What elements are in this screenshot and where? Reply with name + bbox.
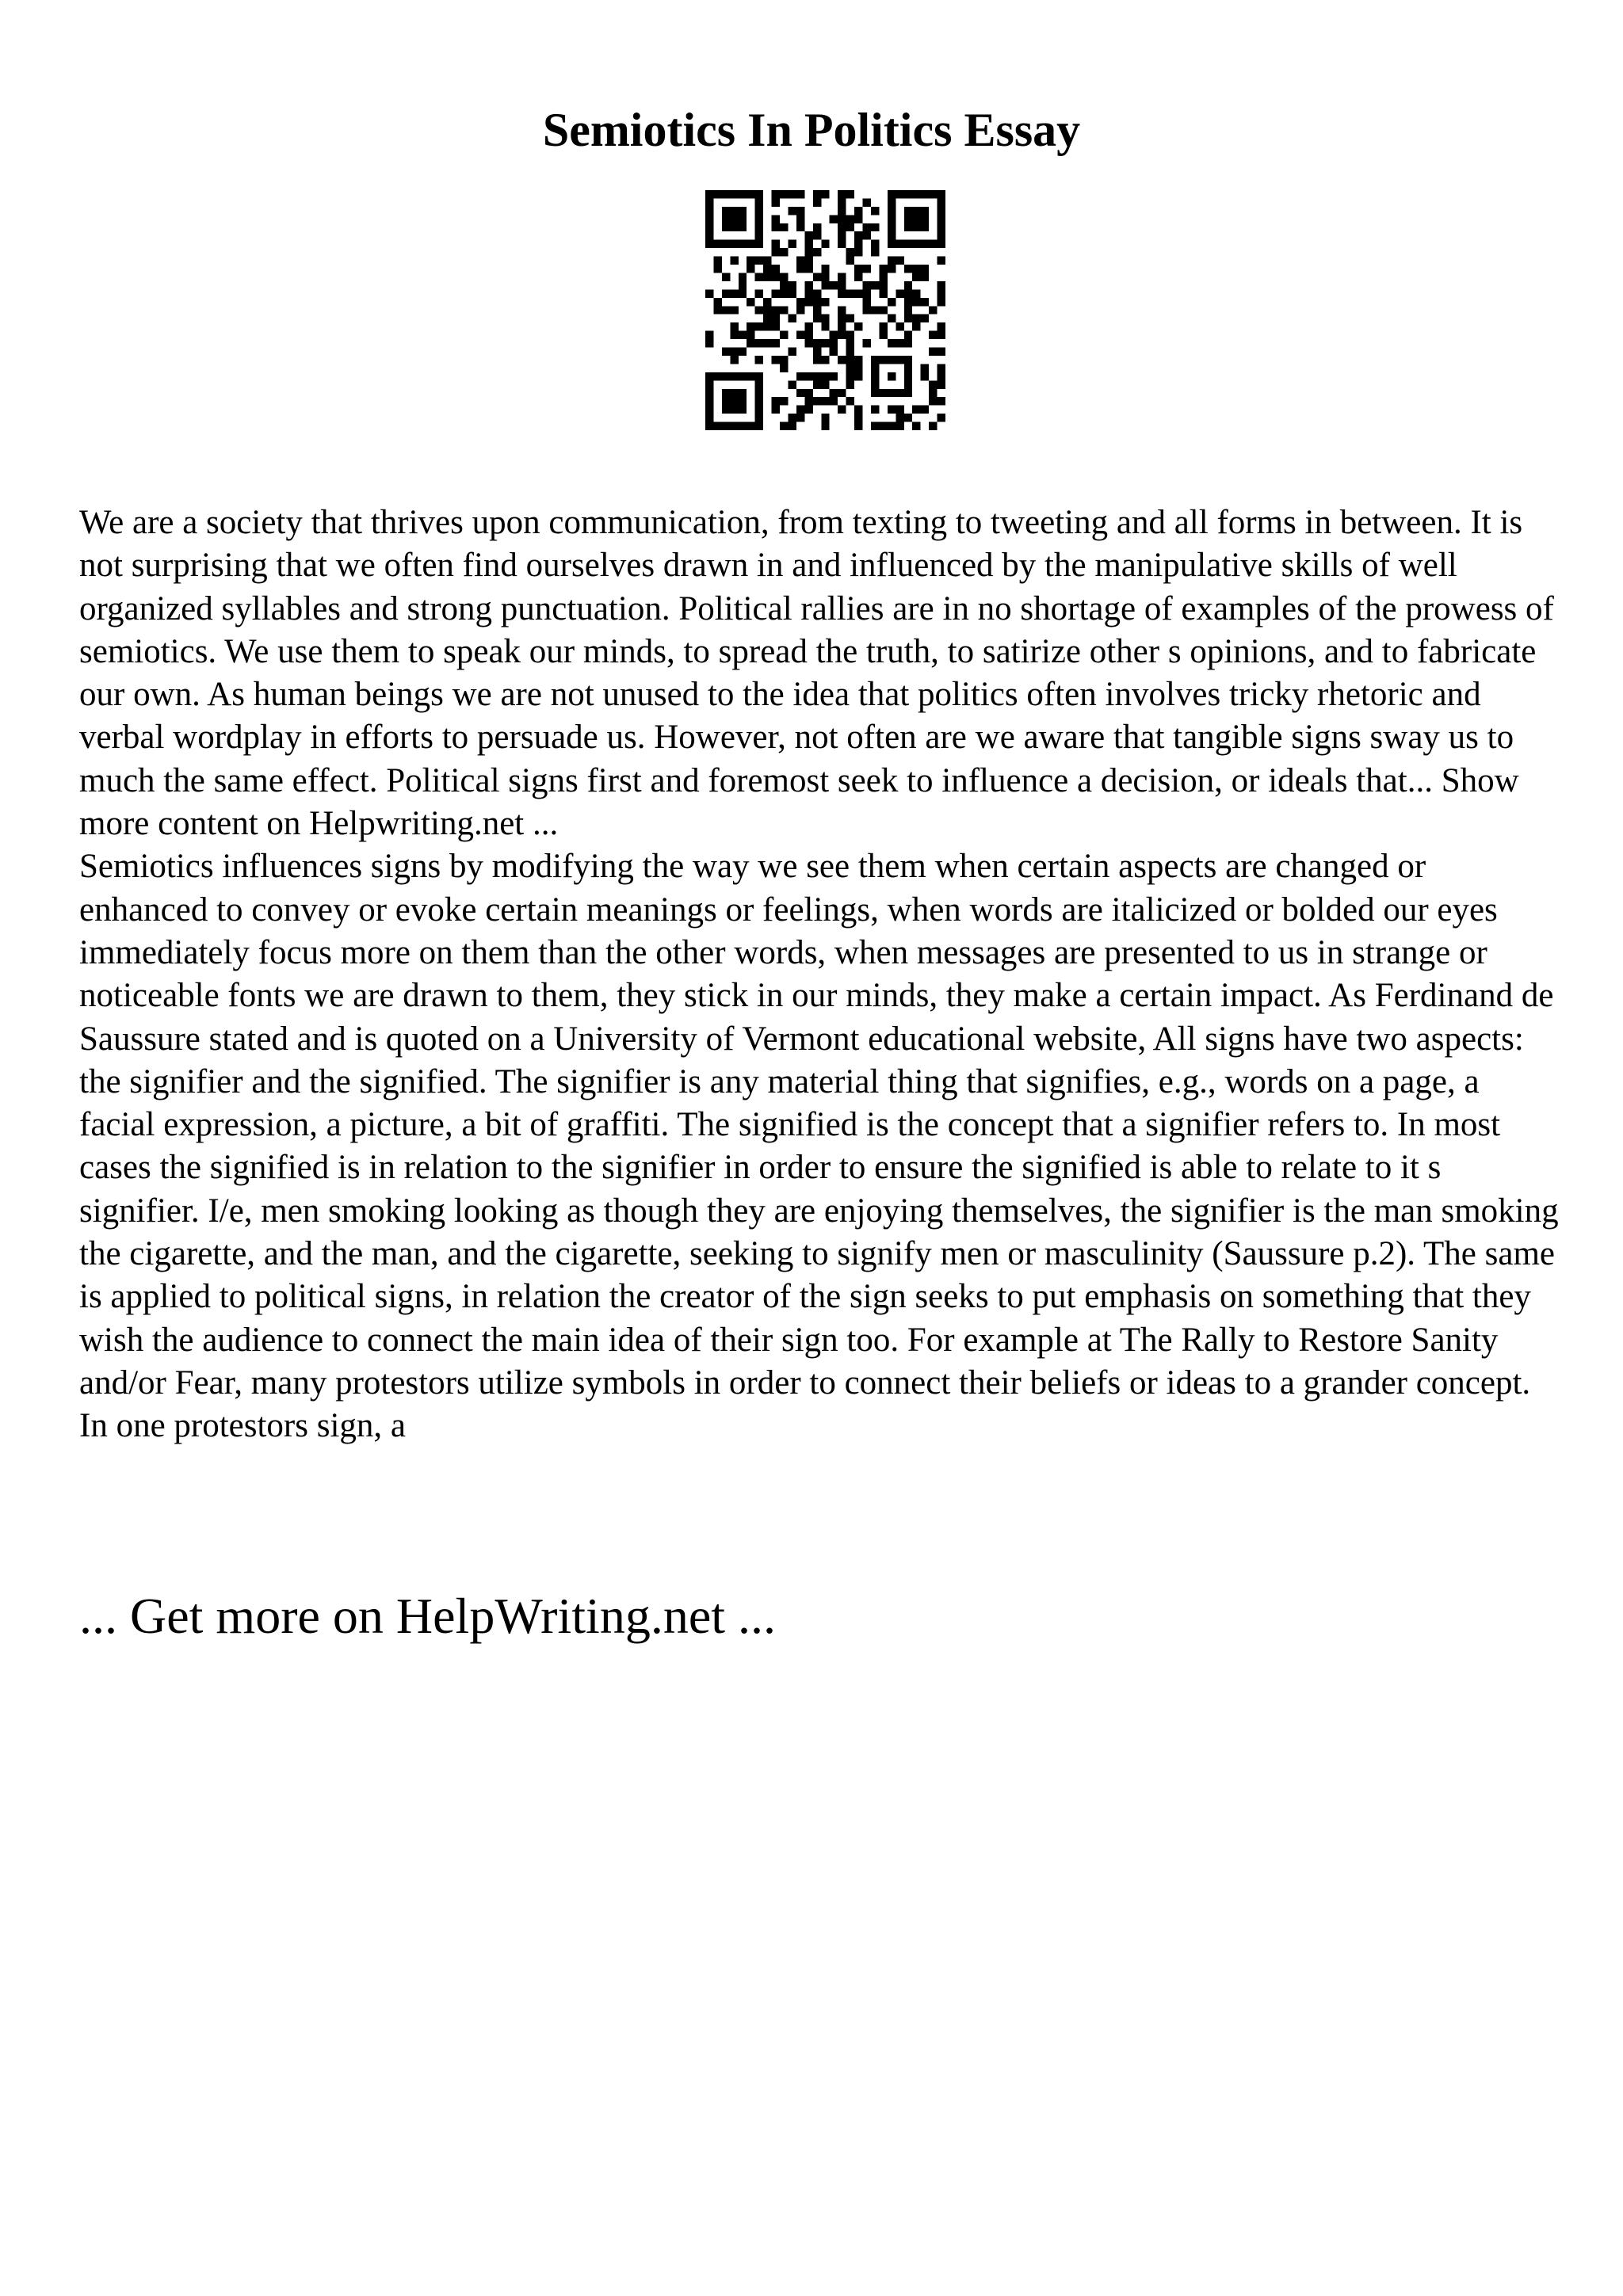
essay-paragraph: Semiotics influences signs by modifying the way we see them when certain aspects are changed or enhanced to convey or evoke certain meanings or feelings, when words are italicized or bolded our eyes immediately focus more on them than the other words, when messages are presented to us in strange or noticeable fonts we are drawn to them, they stick in our minds, they make a certain impact. As Ferdinand de Saussure stated and is quoted on a University of Vermont educational website, All signs have two aspects: the signifier and the signified. The signifier is any material thing that signifies, e.g., words on a page, a facial expression, a picture, a bit of graffiti. The signified is the concept that a signifier refers to. In most cases the signified is in relation to the signifier in order to ensure the signified is able to relate to it s signifier. I/e, men smoking looking as though they are enjoying themselves, the signifier is the man smoking the cigarette, and the man, and the cigarette, seeking to signify men or masculinity (Saussure p.2). The same is applied to political signs, in relation the creator of the sign seeks to put emphasis on something that they wish the audience to connect the main idea of their sign too. For example at The Rally to Restore Sanity and/or Fear, many protestors utilize symbols in order to connect their beliefs or ideas to a grander concept. In one protestors sign, a	[79, 848, 1559, 1445]
page-title: Semiotics In Politics Essay	[542, 104, 1081, 156]
essay-body	[79, 502, 1561, 1448]
qr-code-icon	[705, 190, 945, 430]
essay-paragraph: We are a society that thrives upon communication, from texting to tweeting and all forms in between. It is not surprising that we often find ourselves drawn in and influenced by the manipulative skills of well organized syllables and strong punctuation. Political rallies are in no shortage of examples of the prowess of semiotics. We use them to speak our minds, to spread the truth, to satirize other s opinions, and to fabricate our own. As human beings we are not unused to the idea that politics often involves tricky rhetoric and verbal wordplay in efforts to persuade us. However, not often are we aware that tangible signs sway us to much the same effect. Political signs first and foremost seek to influence a decision, or ideals that... Show more content on Helpwriting.net ...	[79, 504, 1554, 843]
get-more-link[interactable]: ... Get more on HelpWriting.net ...	[79, 1588, 776, 1644]
